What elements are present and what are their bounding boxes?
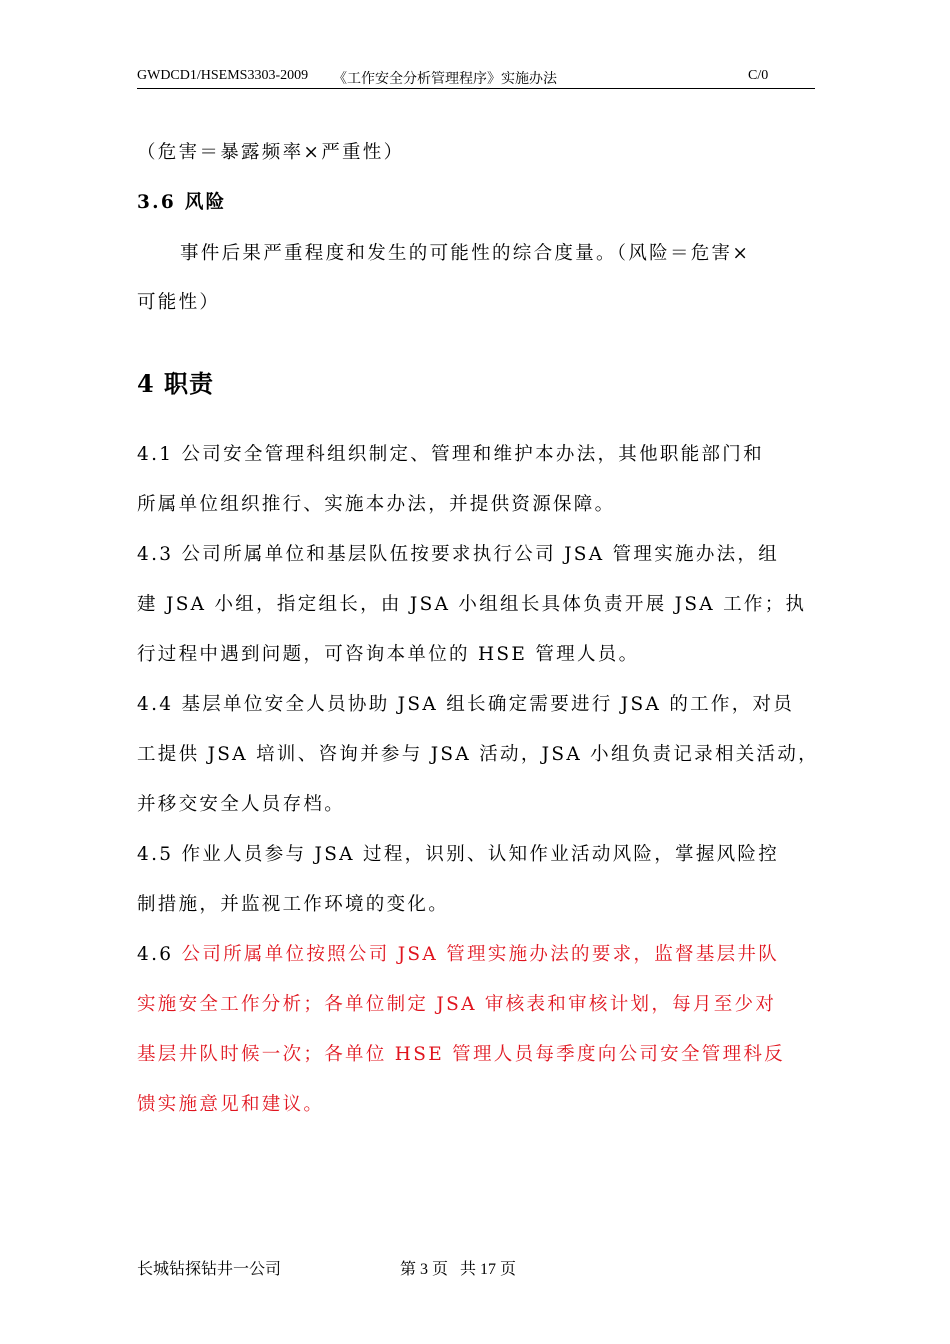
section-3-6-text-line: 事件后果严重程度和发生的可能性的综合度量。（风险＝危害×	[180, 243, 751, 264]
document-code: GWDCD1/HSEMS3303-2009	[137, 68, 309, 83]
section-4-4-line: 4.4 基层单位安全人员协助 JSA 组长确定需要进行 JSA 的工作，对员	[137, 694, 795, 715]
section-4-3-line: 4.3 公司所属单位和基层队伍按要求执行公司 JSA 管理实施办法，组	[137, 544, 780, 565]
footer-company: 长城钻探钻井一公司	[137, 1261, 282, 1278]
revision-code: C/0	[748, 68, 769, 83]
section-4-1-line: 4.1 公司安全管理科组织制定、管理和维护本办法，其他职能部门和	[137, 444, 764, 465]
footer-page-number: 第 3 页 共 17 页	[400, 1261, 517, 1278]
section-4-4-line: 并移交安全人员存档。	[137, 794, 346, 815]
page-header	[137, 66, 815, 89]
section-4-3-line: 建 JSA 小组，指定组长，由 JSA 小组组长具体负责开展 JSA 工作；执	[137, 594, 807, 615]
section-4-6-line: 馈实施意见和建议。	[137, 1094, 325, 1115]
hazard-formula: （危害＝暴露频率×严重性）	[137, 142, 405, 163]
section-3-6-text-line: 可能性）	[137, 292, 221, 313]
section-4-5-line: 4.5 作业人员参与 JSA 过程，识别、认知作业活动风险，掌握风险控	[137, 844, 780, 865]
section-4-6-line: 实施安全工作分析；各单位制定 JSA 审核表和审核计划，每月至少对	[137, 994, 777, 1015]
section-4-3-line: 行过程中遇到问题，可咨询本单位的 HSE 管理人员。	[137, 644, 640, 665]
section-4-6-number: 4.6	[137, 944, 182, 965]
document-title: 《工作安全分析管理程序》实施办法	[333, 72, 557, 87]
section-4-4-line: 工提供 JSA 培训、咨询并参与 JSA 活动，JSA 小组负责记录相关活动，	[137, 744, 819, 765]
section-4-6-text: 公司所属单位按照公司 JSA 管理实施办法的要求，监督基层井队	[181, 944, 780, 965]
section-4-5-line: 制措施，并监视工作环境的变化。	[137, 894, 450, 915]
section-4-6-line: 基层井队时候一次；各单位 HSE 管理人员每季度向公司安全管理科反	[137, 1044, 785, 1065]
section-4-title: 4 职责	[137, 369, 215, 398]
section-4-1-line: 所属单位组织推行、实施本办法，并提供资源保障。	[137, 494, 616, 515]
section-4-6-line	[137, 940, 779, 966]
section-3-6-title: 3.6 风险	[137, 192, 227, 213]
